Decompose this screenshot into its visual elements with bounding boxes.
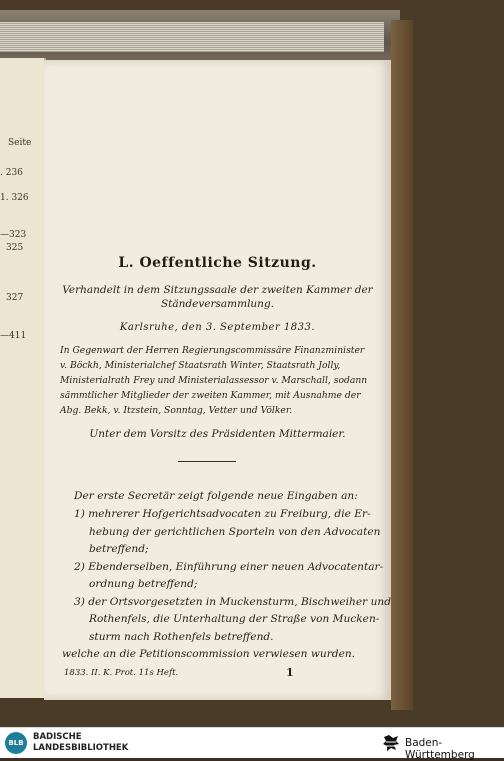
library-name-line-1: BADISCHE — [33, 732, 82, 742]
intro-line: Ministerialrath Frey und Ministerialassessor v. Marschall, sodann — [60, 375, 368, 386]
margin-label: 325 — [6, 243, 24, 253]
subtitle-line-1: Verhandelt in dem Sitzungssaale der zweiten Kammer der — [62, 284, 373, 296]
page-number: 1 — [286, 666, 294, 679]
viewer-footer-bar — [0, 727, 504, 761]
body-line: Rothenfels, die Unterhaltung der Straße von Mucken- — [89, 613, 380, 625]
margin-label: —411 — [0, 331, 27, 341]
margin-label: —323 — [0, 230, 27, 240]
library-name — [33, 732, 128, 754]
chair-line: Unter dem Vorsitz des Präsidenten Mittermaier. — [89, 428, 346, 440]
subtitle-line-2: Ständeversammlung. — [160, 298, 275, 310]
left-page-fragment — [0, 58, 46, 698]
margin-label: 1. 326 — [0, 193, 29, 203]
body-line: sturm nach Rothenfels betreffend. — [89, 631, 274, 643]
body-line: betreffend; — [89, 543, 149, 555]
page-footer: 1833. II. K. Prot. 11s Heft. — [64, 668, 179, 678]
body-line: 2) Ebenderselben, Einführung einer neuen Advocatentar- — [74, 561, 384, 573]
intro-line: In Gegenwart der Herren Regierungscommissäre Finanzminister — [60, 345, 365, 356]
intro-line: v. Böckh, Ministerialchef Staatsrath Winter, Staatsrath Jolly, — [60, 360, 341, 371]
margin-label: 327 — [6, 293, 24, 303]
library-name-line-2: LANDESBIBLIOTHEK — [33, 743, 129, 753]
session-date: Karlsruhe, den 3. September 1833. — [119, 322, 316, 333]
session-title: L. Oeffentliche Sitzung. — [118, 255, 317, 271]
intro-line: sämmtlicher Mitglieder der zweiten Kammer, mit Ausnahme der — [60, 390, 361, 401]
body-line: welche an die Petitionscommission verwiesen wurden. — [62, 648, 356, 660]
body-line: 3) der Ortsvorgesetzten in Muckensturm, Bischweiher und — [74, 596, 392, 608]
baden-wuerttemberg-lions-icon — [381, 733, 401, 753]
body-line: hebung der gerichtlichen Sporteln von den Advocaten — [89, 526, 381, 538]
margin-label: . 236 — [0, 168, 23, 178]
blb-logo[interactable]: BLB — [5, 732, 27, 754]
body-line: Der erste Secretär zeigt folgende neue Eingaben an: — [74, 490, 358, 502]
book-spine — [391, 20, 413, 710]
page-edges — [0, 22, 384, 52]
section-divider — [178, 461, 236, 462]
body-line: ordnung betreffend; — [89, 578, 198, 590]
body-line: 1) mehrerer Hofgerichtsadvocaten zu Freiburg, die Er- — [74, 508, 371, 520]
state-name: Baden-Württemberg — [405, 737, 475, 761]
intro-line: Abg. Bekk, v. Itzstein, Sonntag, Vetter und Völker. — [60, 405, 293, 416]
margin-label: Seite — [8, 138, 32, 148]
